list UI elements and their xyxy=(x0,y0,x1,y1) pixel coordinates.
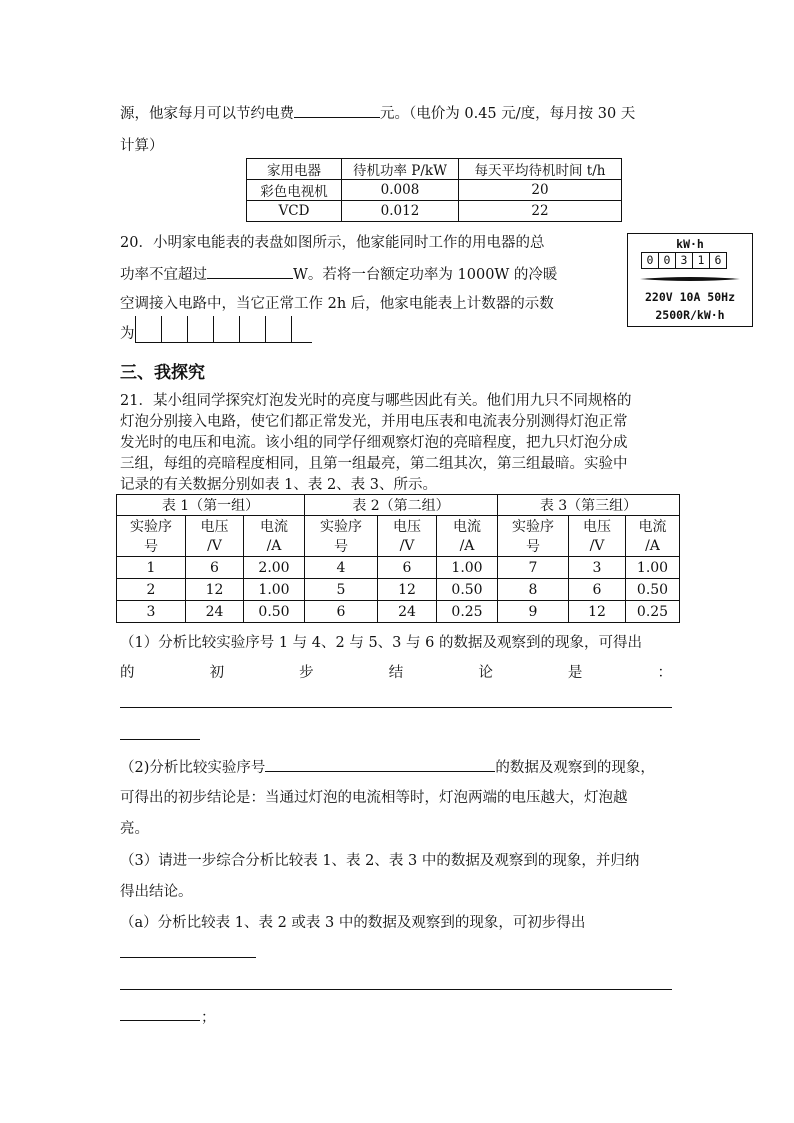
q21-part1-answer-line[interactable] xyxy=(120,707,672,708)
meter-unit: kW·h xyxy=(676,237,704,251)
q19-line1: 源，他家每月可以节约电费 元。（电价为 0.45 元/度，每月按 30 天 xyxy=(120,102,635,123)
q21-part-a-answer-line[interactable] xyxy=(120,989,672,990)
q20-line1: 20．小明家电能表的表盘如图所示，他家能同时工作的用电器的总 xyxy=(120,235,545,251)
meter-rating: 220V 10A 50Hz xyxy=(644,290,735,304)
meter-counter xyxy=(641,252,726,269)
q21-part-a-answer-line[interactable] xyxy=(120,1020,200,1021)
q21-part-a-answer-line[interactable] xyxy=(120,957,256,958)
q21-part1-answer-line[interactable] xyxy=(120,739,200,740)
q21-part2-seq-blank[interactable] xyxy=(265,757,495,772)
meter-reading-answer-boxes[interactable] xyxy=(135,316,312,343)
th-standby-time: 每天平均待机时间 t/h xyxy=(459,159,622,180)
experiment-data-table: 表 1（第一组） 表 2（第二组） 表 3（第三组） 实验序 电压 电流 实验序 电压 电流 实验序 电压 电流 号 /V /A 号 /V /A 号 /V /A 1 6 2.00 4 6 1.00 7 3 1.00 2 12 1.00 5 12 0.50 8 6 0.50 3 24 0.50 6 24 0.25 9 12 0.25 xyxy=(116,494,680,623)
meter-digit: 6 xyxy=(709,252,727,269)
q21-part2-line2: 可得出的初步结论是：当通过灯泡的电流相等时，灯泡两端的电压越大，灯泡越 xyxy=(120,790,628,806)
q21-part-a-end: ； xyxy=(201,1010,216,1026)
meter-digit: 0 xyxy=(658,252,676,269)
q19-line2: 计算） xyxy=(120,138,164,154)
q21-part3-line2: 得出结论。 xyxy=(120,884,193,900)
energy-meter-figure xyxy=(627,233,753,327)
q19-answer-blank[interactable] xyxy=(294,103,380,118)
th-appliance: 家用电器 xyxy=(247,159,342,180)
table-row: 彩色电视机 0.008 20 xyxy=(247,180,622,201)
table-row: VCD 0.012 22 xyxy=(247,201,622,222)
standby-power-table xyxy=(246,158,622,222)
q21-intro-line: 三组，每组的亮暗程度相同，且第一组最亮，第二组其次，第三组最暗。实验中 xyxy=(120,456,628,472)
table-row: 2 12 1.00 5 12 0.50 8 6 0.50 xyxy=(117,579,680,601)
meter-disc-icon xyxy=(638,276,742,282)
meter-constant: 2500R/kW·h xyxy=(655,308,725,322)
q21-part1-line2: 的 初 步 结 论 是 ： xyxy=(120,665,672,681)
table-row: 3 24 0.50 6 24 0.25 9 12 0.25 xyxy=(117,601,680,623)
q21-part2-line1: （2)分析比较实验序号 的数据及观察到的现象， xyxy=(120,756,655,777)
q21-part2-line3: 亮。 xyxy=(120,821,149,837)
q21-intro-line: 灯泡分别接入电路，使它们都正常发光，并用电压表和电流表分别测得灯泡正常 xyxy=(120,414,628,430)
q21-part1-line1: （1）分析比较实验序号 1 与 4、2 与 5、3 与 6 的数据及观察到的现象，可得出 xyxy=(120,635,642,651)
meter-digit: 0 xyxy=(641,252,659,269)
q21-intro-line: 21．某小组同学探究灯泡发光时的亮度与哪些因此有关。他们用九只不同规格的 xyxy=(120,393,632,409)
q20-line3: 空调接入电路中，当它正常工作 2h 后，他家电能表上计数器的示数 xyxy=(120,296,554,312)
group-header: 表 3（第三组） xyxy=(498,495,680,516)
meter-digit: 1 xyxy=(692,252,710,269)
th-standby-power: 待机功率 P/kW xyxy=(342,159,459,180)
q21-intro-line: 发光时的电压和电流。该小组的同学仔细观察灯泡的亮暗程度，把九只灯泡分成 xyxy=(120,435,628,451)
section-heading: 三、我探究 xyxy=(120,363,205,383)
group-header: 表 1（第一组） xyxy=(117,495,305,516)
group-header: 表 2（第二组） xyxy=(305,495,498,516)
meter-digit: 3 xyxy=(675,252,693,269)
q21-part-a-line1: （a）分析比较表 1、表 2 或表 3 中的数据及观察到的现象，可初步得出 xyxy=(120,915,586,931)
q20-line4: 为 xyxy=(120,316,312,343)
q20-line2: 功率不宜超过 W。若将一台额定功率为 1000W 的冷暖 xyxy=(120,263,557,284)
q21-intro-line: 记录的有关数据分别如表 1、表 2、表 3、所示。 xyxy=(120,477,438,493)
table-row: 1 6 2.00 4 6 1.00 7 3 1.00 xyxy=(117,557,680,579)
q21-part3-line1: （3）请进一步综合分析比较表 1、表 2、表 3 中的数据及观察到的现象，并归纳 xyxy=(120,853,640,869)
q20-power-blank[interactable] xyxy=(207,264,293,279)
